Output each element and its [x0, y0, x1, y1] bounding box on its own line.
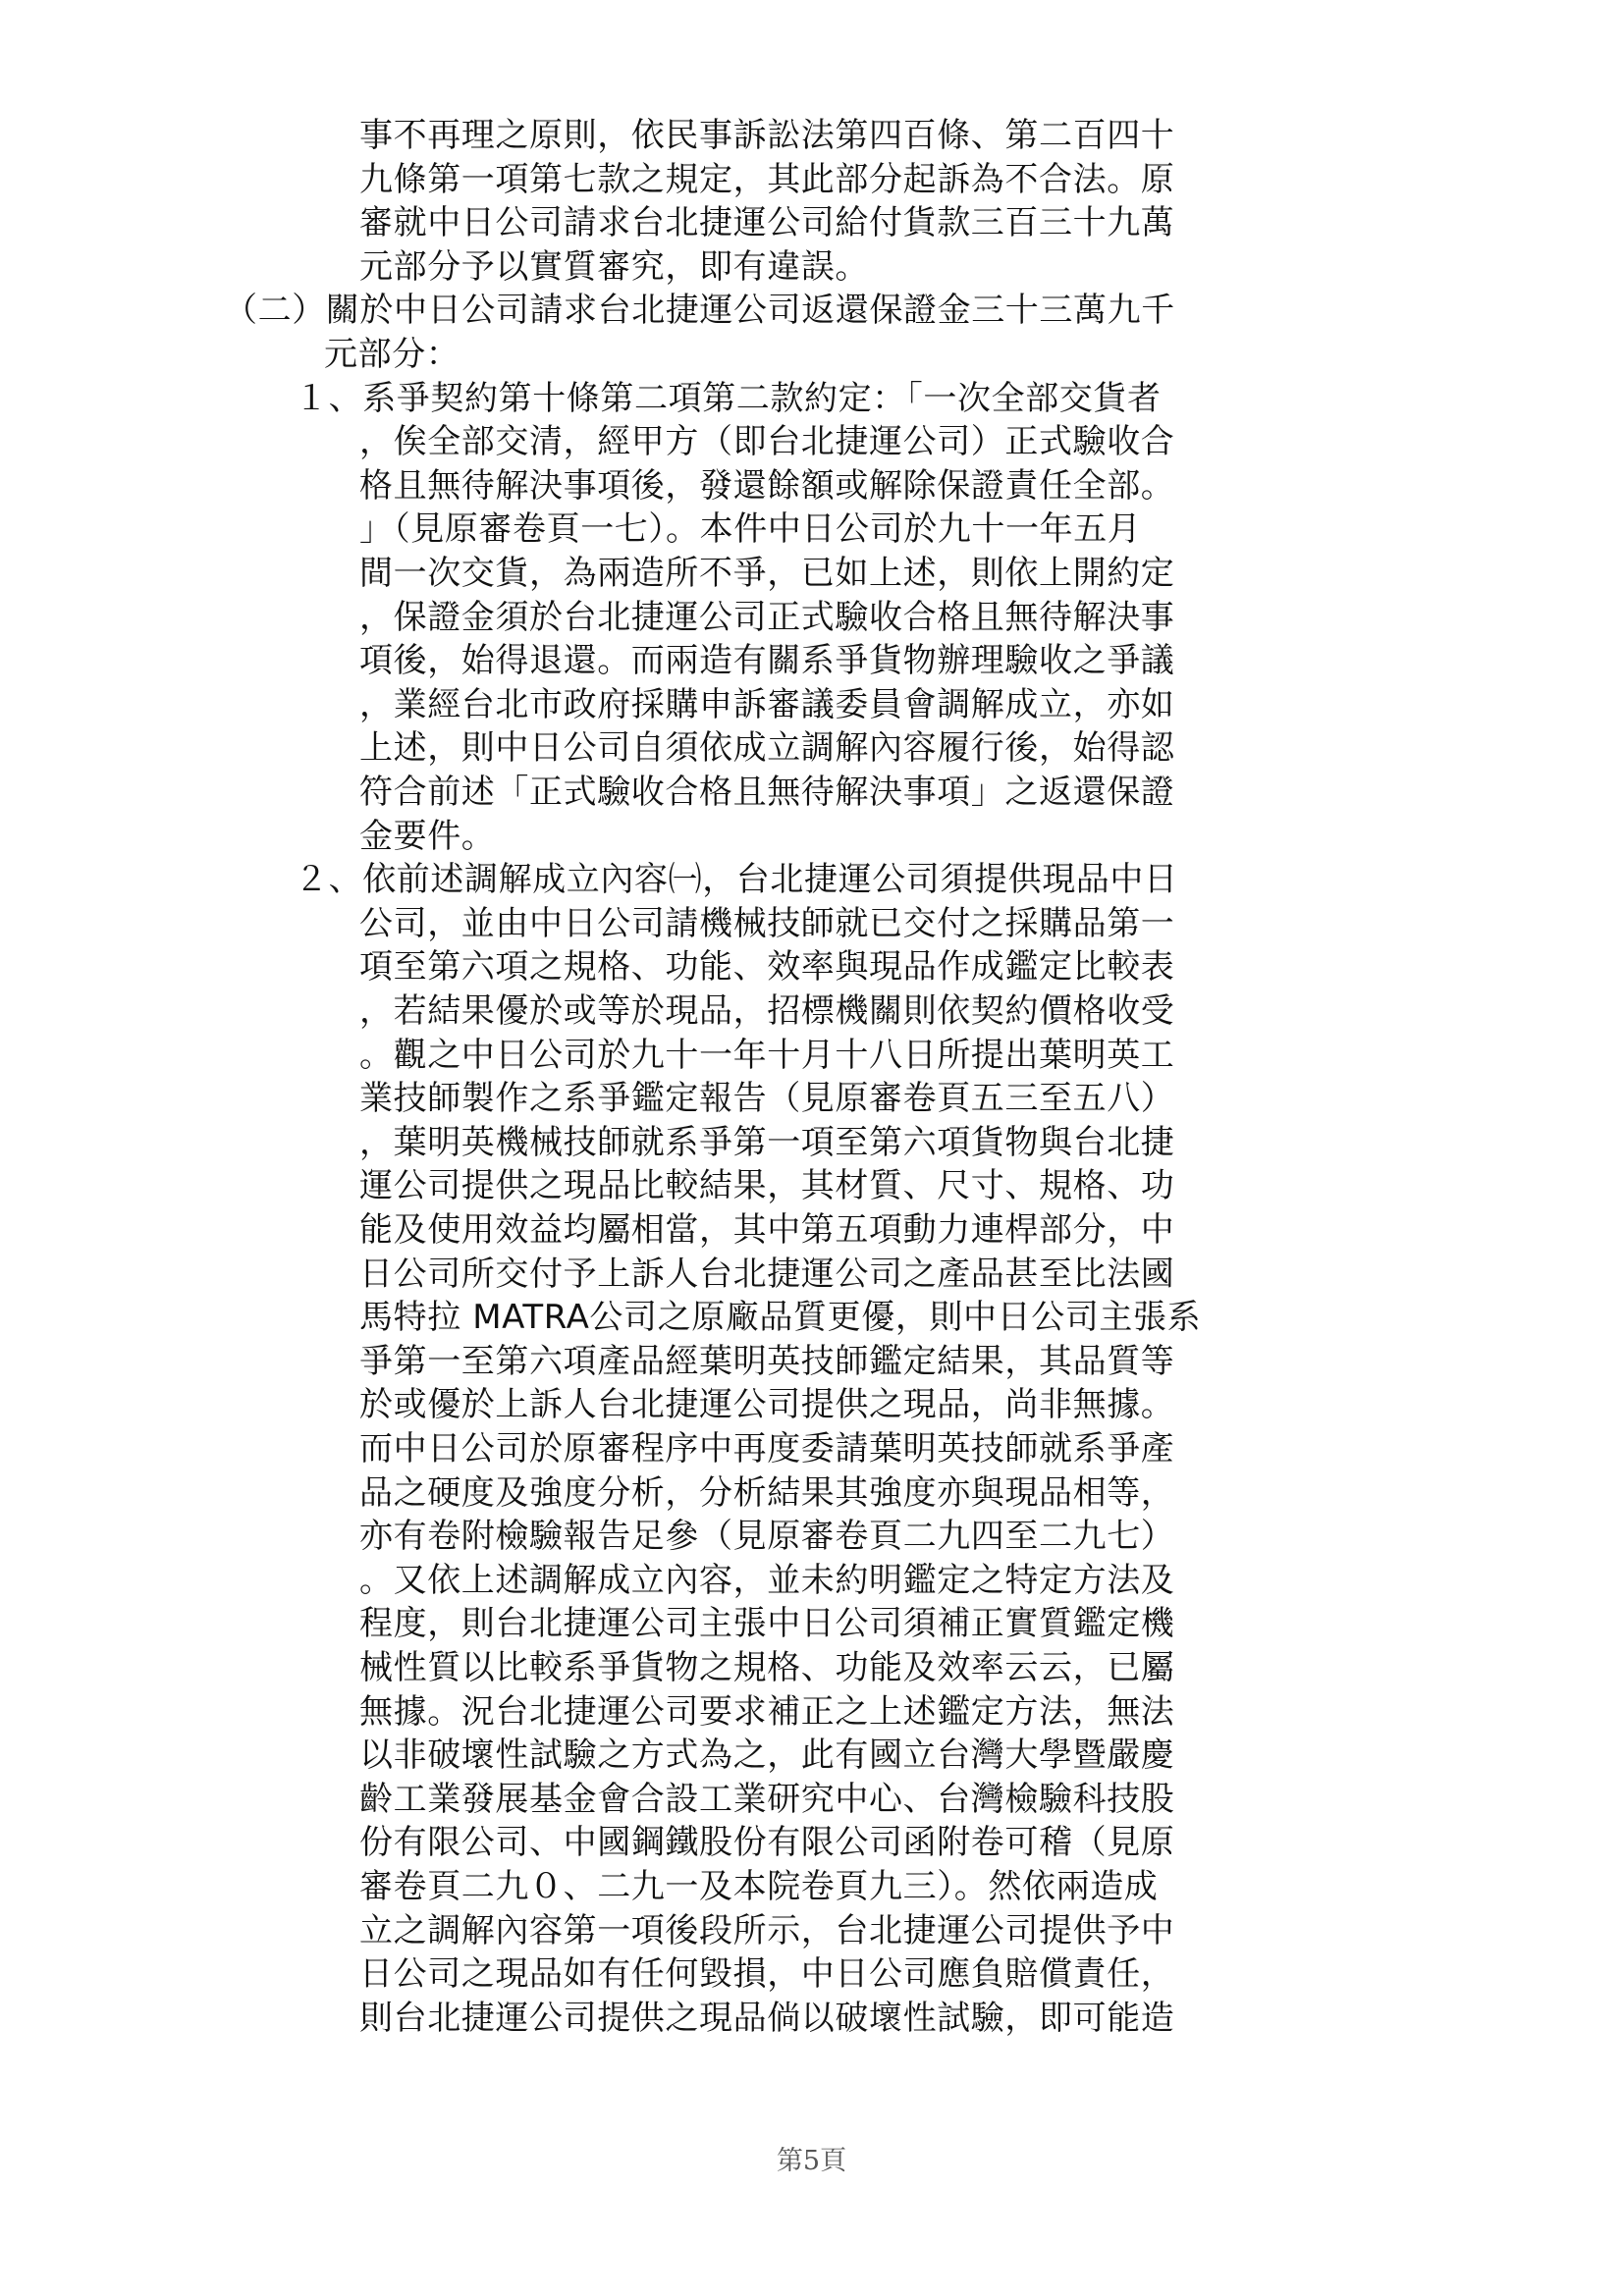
page-number: 第5頁 — [776, 2146, 847, 2176]
text-line: 事不再理之原則，依民事訴訟法第四百條、第二百四十 — [359, 116, 1175, 155]
text-line: 項後，始得退還。而兩造有關系爭貨物辦理驗收之爭議 — [359, 641, 1175, 680]
text-line: ，業經台北市政府採購申訴審議委員會調解成立，亦如 — [359, 685, 1175, 724]
text-line: 馬特拉 MATRA公司之原廠品質更優，則中日公司主張系 — [359, 1298, 1202, 1337]
text-line: 金要件。 — [359, 817, 496, 856]
text-line: 符合前述「正式驗收合格且無待解決事項」之返還保證 — [359, 773, 1175, 812]
list-item-line: ２、依前述調解成立內容㈠，台北捷運公司須提供現品中日 — [295, 860, 1178, 899]
text-line: 元部分： — [324, 335, 460, 374]
text-line: 」（見原審卷頁一七）。本件中日公司於九十一年五月 — [359, 509, 1142, 549]
text-line: 以非破壞性試驗之方式為之，此有國立台灣大學暨嚴慶 — [359, 1735, 1175, 1775]
text-line: 。觀之中日公司於九十一年十月十八日所提出葉明英工 — [359, 1036, 1175, 1075]
text-line: ，保證金須於台北捷運公司正式驗收合格且無待解決事 — [359, 598, 1175, 637]
text-line: 能及使用效益均屬相當，其中第五項動力連桿部分，中 — [359, 1210, 1175, 1250]
text-line: 而中日公司於原審程序中再度委請葉明英技師就系爭產 — [359, 1429, 1175, 1468]
text-line: 則台北捷運公司提供之現品倘以破壞性試驗，即可能造 — [359, 1999, 1175, 2038]
text-line: ，若結果優於或等於現品，招標機關則依契約價格收受 — [359, 991, 1175, 1031]
text-line: 亦有卷附檢驗報告足參（見原審卷頁二九四至二九七） — [359, 1517, 1175, 1556]
text-line: 立之調解內容第一項後段所示，台北捷運公司提供予中 — [359, 1911, 1175, 1950]
text-line: 日公司所交付予上訴人台北捷運公司之產品甚至比法國 — [359, 1255, 1175, 1294]
section-heading-line: （二）關於中日公司請求台北捷運公司返還保證金三十三萬九千 — [224, 291, 1175, 330]
text-line: 程度，則台北捷運公司主張中日公司須補正實質鑑定機 — [359, 1604, 1175, 1643]
text-line: ，葉明英機械技師就系爭第一項至第六項貨物與台北捷 — [359, 1123, 1175, 1162]
text-line: 審就中日公司請求台北捷運公司給付貨款三百三十九萬 — [359, 203, 1175, 242]
text-line: 間一次交貨，為兩造所不爭，已如上述，則依上開約定 — [359, 554, 1175, 593]
text-line: 無據。況台北捷運公司要求補正之上述鑑定方法，無法 — [359, 1692, 1175, 1732]
text-line: 元部分予以實質審究，即有違誤。 — [359, 247, 869, 287]
text-line: 於或優於上訴人台北捷運公司提供之現品，尚非無據。 — [359, 1385, 1175, 1424]
text-line: 械性質以比較系爭貨物之規格、功能及效率云云，已屬 — [359, 1648, 1175, 1687]
text-line: 日公司之現品如有任何毀損，中日公司應負賠償責任， — [359, 1954, 1175, 1994]
text-line: 格且無待解決事項後，發還餘額或解除保證責任全部。 — [359, 466, 1175, 506]
text-line: 齡工業發展基金會合設工業研究中心、台灣檢驗科技股 — [359, 1780, 1175, 1819]
text-line: 審卷頁二九０、二九一及本院卷頁九三）。然依兩造成 — [359, 1867, 1159, 1906]
text-line: 九條第一項第七款之規定，其此部分起訴為不合法。原 — [359, 160, 1175, 199]
text-line: 公司，並由中日公司請機械技師就已交付之採購品第一 — [359, 904, 1175, 943]
text-line: 爭第一至第六項產品經葉明英技師鑑定結果，其品質等 — [359, 1342, 1175, 1381]
text-line: 業技師製作之系爭鑑定報告（見原審卷頁五三至五八） — [359, 1079, 1175, 1118]
text-line: ，俟全部交清，經甲方（即台北捷運公司）正式驗收合 — [359, 422, 1175, 461]
list-item-line: １、系爭契約第十條第二項第二款約定：「一次全部交貨者 — [295, 379, 1162, 418]
text-line: 。又依上述調解成立內容，並未約明鑑定之特定方法及 — [359, 1561, 1175, 1600]
text-line: 運公司提供之現品比較結果，其材質、尺寸、規格、功 — [359, 1166, 1175, 1205]
text-line: 份有限公司、中國鋼鐵股份有限公司函附卷可稽（見原 — [359, 1823, 1175, 1862]
text-line: 項至第六項之規格、功能、效率與現品作成鑑定比較表 — [359, 947, 1175, 987]
text-line: 品之硬度及強度分析，分析結果其強度亦與現品相等， — [359, 1473, 1175, 1513]
text-line: 上述，則中日公司自須依成立調解內容履行後，始得認 — [359, 728, 1175, 768]
